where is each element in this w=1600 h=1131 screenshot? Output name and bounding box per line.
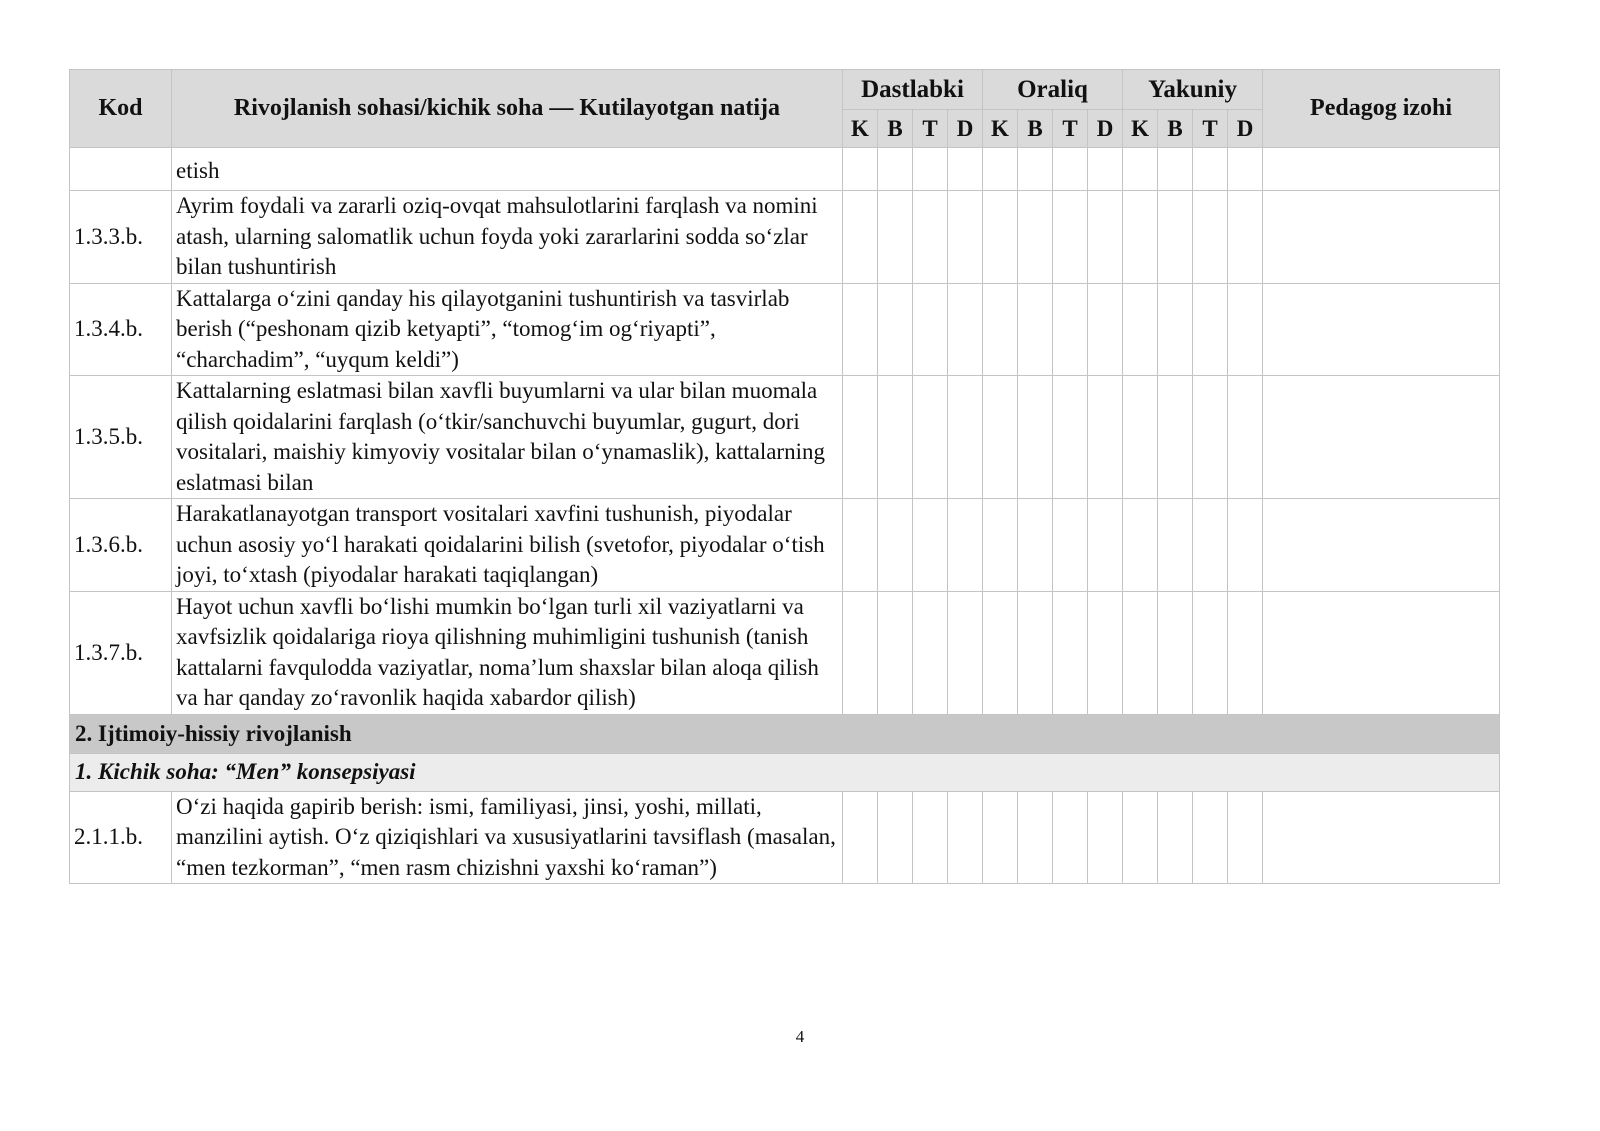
assessment-table	[69, 69, 1500, 884]
mark-cell[interactable]	[1018, 191, 1053, 284]
mark-cell[interactable]	[1088, 791, 1123, 884]
mark-cell[interactable]	[878, 791, 913, 884]
mark-cell[interactable]	[983, 791, 1018, 884]
table-row	[70, 376, 1500, 499]
mark-cell[interactable]	[1228, 191, 1263, 284]
mark-cell[interactable]	[1123, 376, 1158, 499]
mark-cell[interactable]	[1123, 791, 1158, 884]
header-letter-k: K	[983, 110, 1018, 148]
header-letter-k: K	[843, 110, 878, 148]
row-code: 1.3.5.b.	[70, 376, 172, 499]
mark-cell[interactable]	[913, 191, 948, 284]
mark-cell[interactable]	[1018, 376, 1053, 499]
mark-cell[interactable]	[948, 191, 983, 284]
mark-cell[interactable]	[1088, 591, 1123, 714]
mark-cell[interactable]	[1088, 283, 1123, 376]
header-period-dastlabki: Dastlabki	[843, 70, 983, 110]
mark-cell[interactable]	[1193, 191, 1228, 284]
mark-cell[interactable]	[1018, 499, 1053, 592]
subsection-row	[70, 753, 1500, 791]
mark-cell[interactable]	[1228, 283, 1263, 376]
mark-cell[interactable]	[1053, 791, 1088, 884]
row-outcome-text: Kattalarga o‘zini qanday his qilayotganini tushuntirish va tasvirlab berish (“peshonam qizib ketyapti”, “tomog‘im og‘riyapti”, “charchadim”, “uyqum keldi”)	[172, 283, 843, 376]
mark-cell[interactable]	[1123, 499, 1158, 592]
mark-cell[interactable]	[1193, 591, 1228, 714]
table-row	[70, 499, 1500, 592]
header-letter-t: T	[1193, 110, 1228, 148]
row-outcome-text: Kattalarning eslatmasi bilan xavfli buyumlarni va ular bilan muomala qilish qoidalarini farqlash (o‘tkir/sanchuvchi buyumlar, gugurt, dori vositalari, maishiy kimyoviy vositalar bilan o‘ynamaslik), kattalarning eslatmasi bilan	[172, 376, 843, 499]
mark-cell[interactable]	[1158, 499, 1193, 592]
mark-cell[interactable]	[878, 191, 913, 284]
section-row	[70, 714, 1500, 753]
table-row	[70, 591, 1500, 714]
mark-cell[interactable]	[1088, 191, 1123, 284]
note-cell[interactable]	[1263, 791, 1500, 884]
mark-cell[interactable]	[843, 191, 878, 284]
mark-cell[interactable]	[913, 148, 948, 191]
mark-cell[interactable]	[843, 499, 878, 592]
header-letter-t: T	[1053, 110, 1088, 148]
mark-cell[interactable]	[948, 791, 983, 884]
mark-cell[interactable]	[1228, 591, 1263, 714]
mark-cell[interactable]	[1158, 591, 1193, 714]
mark-cell[interactable]	[913, 591, 948, 714]
note-cell[interactable]	[1263, 499, 1500, 592]
mark-cell[interactable]	[1123, 591, 1158, 714]
mark-cell[interactable]	[843, 591, 878, 714]
mark-cell[interactable]	[1018, 148, 1053, 191]
mark-cell[interactable]	[948, 283, 983, 376]
mark-cell[interactable]	[1193, 148, 1228, 191]
mark-cell[interactable]	[878, 148, 913, 191]
mark-cell[interactable]	[1228, 148, 1263, 191]
subsection-heading: 1. Kichik soha: “Men” konsepsiyasi	[70, 753, 1500, 791]
row-outcome-text: Hayot uchun xavfli bo‘lishi mumkin bo‘lgan turli xil vaziyatlarni va xavfsizlik qoidalariga rioya qilishning muhimligini tushunish (tanish kattalarni favqulodda vaziyatlar, noma’lum shaxslar bilan aloqa qilish va har qanday zo‘ravonlik haqida xabardor qilish)	[172, 591, 843, 714]
mark-cell[interactable]	[983, 591, 1018, 714]
mark-cell[interactable]	[948, 591, 983, 714]
section-heading: 2. Ijtimoiy-hissiy rivojlanish	[70, 714, 1500, 753]
mark-cell[interactable]	[878, 499, 913, 592]
mark-cell[interactable]	[983, 148, 1018, 191]
note-cell[interactable]	[1263, 591, 1500, 714]
mark-cell[interactable]	[1053, 283, 1088, 376]
note-cell[interactable]	[1263, 283, 1500, 376]
mark-cell[interactable]	[1193, 499, 1228, 592]
mark-cell[interactable]	[1018, 791, 1053, 884]
mark-cell[interactable]	[878, 376, 913, 499]
mark-cell[interactable]	[1123, 283, 1158, 376]
mark-cell[interactable]	[843, 148, 878, 191]
mark-cell[interactable]	[1053, 148, 1088, 191]
mark-cell[interactable]	[1018, 283, 1053, 376]
mark-cell[interactable]	[1053, 499, 1088, 592]
mark-cell[interactable]	[843, 283, 878, 376]
mark-cell[interactable]	[1193, 283, 1228, 376]
header-letter-k: K	[1123, 110, 1158, 148]
mark-cell[interactable]	[1158, 148, 1193, 191]
row-outcome-text: Ayrim foydali va zararli oziq-ovqat mahsulotlarini farqlash va nomini atash, ularning salomatlik uchun foyda yoki zararlarini sodda so‘zlar bilan tushuntirish	[172, 191, 843, 284]
row-code: 1.3.7.b.	[70, 591, 172, 714]
row-code: 1.3.4.b.	[70, 283, 172, 376]
header-letter-b: B	[1158, 110, 1193, 148]
mark-cell[interactable]	[913, 499, 948, 592]
mark-cell[interactable]	[913, 283, 948, 376]
row-outcome-text: Harakatlanayotgan transport vositalari xavfini tushunish, piyodalar uchun asosiy yo‘l harakati qoidalarini bilish (svetofor, piyodalar o‘tish joyi, to‘xtash (piyodalar harakati taqiqlangan)	[172, 499, 843, 592]
row-code: 1.3.3.b.	[70, 191, 172, 284]
mark-cell[interactable]	[1123, 191, 1158, 284]
mark-cell[interactable]	[1158, 376, 1193, 499]
header-letter-b: B	[1018, 110, 1053, 148]
mark-cell[interactable]	[1228, 499, 1263, 592]
mark-cell[interactable]	[1193, 791, 1228, 884]
header-letter-d: D	[1088, 110, 1123, 148]
table-row	[70, 791, 1500, 884]
mark-cell[interactable]	[1123, 148, 1158, 191]
mark-cell[interactable]	[1053, 591, 1088, 714]
header-letter-t: T	[913, 110, 948, 148]
mark-cell[interactable]	[983, 191, 1018, 284]
mark-cell[interactable]	[983, 283, 1018, 376]
note-cell[interactable]	[1263, 376, 1500, 499]
table-row	[70, 148, 1500, 191]
header-title: Rivojlanish sohasi/kichik soha — Kutilayotgan natija	[172, 70, 843, 148]
row-code: 2.1.1.b.	[70, 791, 172, 884]
row-outcome-text: O‘zi haqida gapirib berish: ismi, familiyasi, jinsi, yoshi, millati, manzilini aytish. O‘z qiziqishlari va xususiyatlarini tavsiflash (masalan, “men tezkorman”, “men rasm chizishni yaxshi ko‘raman”)	[172, 791, 843, 884]
mark-cell[interactable]	[1158, 283, 1193, 376]
mark-cell[interactable]	[948, 148, 983, 191]
mark-cell[interactable]	[878, 591, 913, 714]
note-cell[interactable]	[1263, 148, 1500, 191]
mark-cell[interactable]	[1018, 591, 1053, 714]
mark-cell[interactable]	[983, 376, 1018, 499]
header-letter-b: B	[878, 110, 913, 148]
mark-cell[interactable]	[1088, 499, 1123, 592]
header-letter-d: D	[948, 110, 983, 148]
table-header	[70, 70, 1500, 148]
row-code: 1.3.6.b.	[70, 499, 172, 592]
note-cell[interactable]	[1263, 191, 1500, 284]
table-row	[70, 191, 1500, 284]
header-kod: Kod	[70, 70, 172, 148]
mark-cell[interactable]	[948, 376, 983, 499]
row-code	[70, 148, 172, 191]
header-letter-d: D	[1228, 110, 1263, 148]
mark-cell[interactable]	[1228, 791, 1263, 884]
mark-cell[interactable]	[913, 376, 948, 499]
mark-cell[interactable]	[1088, 376, 1123, 499]
mark-cell[interactable]	[913, 791, 948, 884]
mark-cell[interactable]	[983, 499, 1018, 592]
mark-cell[interactable]	[1193, 376, 1228, 499]
page-number: 4	[795, 1027, 805, 1046]
mark-cell[interactable]	[843, 376, 878, 499]
row-outcome-text: etish	[172, 148, 843, 191]
mark-cell[interactable]	[878, 283, 913, 376]
header-period-oraliq: Oraliq	[983, 70, 1123, 110]
mark-cell[interactable]	[843, 791, 878, 884]
table-row	[70, 283, 1500, 376]
mark-cell[interactable]	[1158, 191, 1193, 284]
mark-cell[interactable]	[1158, 791, 1193, 884]
mark-cell[interactable]	[1088, 148, 1123, 191]
mark-cell[interactable]	[948, 499, 983, 592]
mark-cell[interactable]	[1228, 376, 1263, 499]
mark-cell[interactable]	[1053, 191, 1088, 284]
header-note: Pedagog izohi	[1263, 70, 1500, 148]
header-period-yakuniy: Yakuniy	[1123, 70, 1263, 110]
mark-cell[interactable]	[1053, 376, 1088, 499]
